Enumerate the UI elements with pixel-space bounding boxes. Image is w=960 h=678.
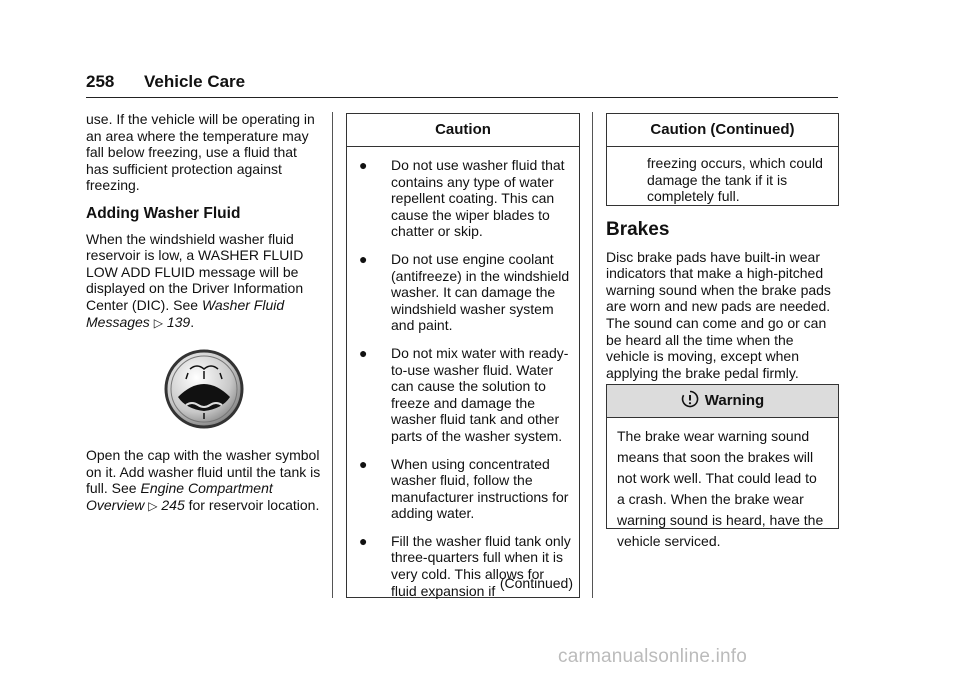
caution-item: ● Fill the washer fluid tank only three-quarters full when it is very cold. This allows for fluid expansion if	[355, 533, 571, 599]
bullet-icon: ●	[359, 455, 368, 472]
section-title: Vehicle Care	[144, 72, 246, 91]
warning-title: Warning	[704, 392, 765, 409]
page-ref-139[interactable]: 139	[166, 313, 191, 330]
brakes-heading: Brakes	[606, 219, 670, 240]
caution-continued-box	[606, 113, 839, 206]
warning-icon	[681, 390, 699, 408]
bullet-icon: ●	[359, 250, 368, 267]
page-ref-245[interactable]: 245	[161, 496, 185, 513]
watermark: carmanualsonline.info	[558, 646, 748, 667]
washer-fluid-icon	[164, 349, 244, 429]
caution-item: ● Do not use engine coolant (antifreeze) in the windshield washer. It can damage the windshield washer system and paint.	[355, 251, 571, 334]
header-rule	[86, 97, 838, 98]
caution-item: ● Do not use washer fluid that contains any type of water repellent coating. This can cause the wiper blades to chatter or skip.	[355, 157, 571, 240]
adding-washer-fluid-heading: Adding Washer Fluid	[86, 204, 241, 222]
engine-compartment-link[interactable]: Engine Compartment Overview	[86, 480, 273, 513]
bullet-icon: ●	[359, 344, 368, 361]
column-1	[86, 111, 322, 527]
warning-text: The brake wear warning sound means that soon the brakes will not work well. That could lead to a crash. When the brake wear warning sound is heard, have the vehicle serviced.	[617, 428, 824, 549]
caution-item: ● When using concentrated washer fluid, follow the manufacturer instructions for adding water.	[355, 456, 571, 522]
page-number: 258	[86, 72, 115, 91]
brakes-paragraph: Disc brake pads have built-in wear indicators that make a high-pitched warning sound when the brake pads are worn and new pads are needed. The sound can come and go or can be heard all the time when the vehicle is moving, except when applying the brake pedal firmly.	[606, 248, 831, 381]
page-ref-icon: ▷	[153, 315, 163, 330]
column-divider-1	[332, 112, 333, 598]
washer-low-paragraph: When the windshield washer fluid reservoir is low, a WASHER FLUID LOW ADD FLUID message will be displayed on the Driver Information Center (DIC). See Washer Fluid Messages ▷ 139.	[86, 230, 304, 330]
freeze-paragraph: use. If the vehicle will be operating in an area where the temperature may fall below freezing, use a fluid that has sufficient protection against freezing.	[86, 111, 315, 194]
page-header	[86, 72, 838, 100]
bullet-icon: ●	[359, 532, 368, 549]
page-ref-icon: ▷	[148, 498, 158, 513]
column-3	[606, 204, 840, 393]
caution-continued-text: freezing occurs, which could damage the tank if it is completely full.	[647, 155, 823, 205]
caution-title: Caution	[347, 114, 579, 147]
open-cap-paragraph: Open the cap with the washer symbol on it. Add washer fluid until the tank is full. See Engine Compartment Overview ▷ 245 for reservoir location.	[86, 447, 321, 513]
warning-box	[606, 384, 839, 549]
caution-item: ● Do not mix water with ready-to-use washer fluid. Water can cause the solution to freeze and damage the washer fluid tank and other parts of the washer system.	[355, 345, 571, 445]
washer-fluid-messages-link[interactable]: Washer Fluid Messages	[86, 296, 285, 330]
continued-label: (Continued)	[499, 575, 573, 591]
column-divider-2	[592, 112, 593, 598]
caution-box	[346, 113, 580, 598]
warning-title-bar	[607, 385, 838, 418]
bullet-icon: ●	[359, 157, 368, 173]
caution-continued-title: Caution (Continued)	[607, 114, 838, 147]
caution-list	[347, 147, 579, 599]
